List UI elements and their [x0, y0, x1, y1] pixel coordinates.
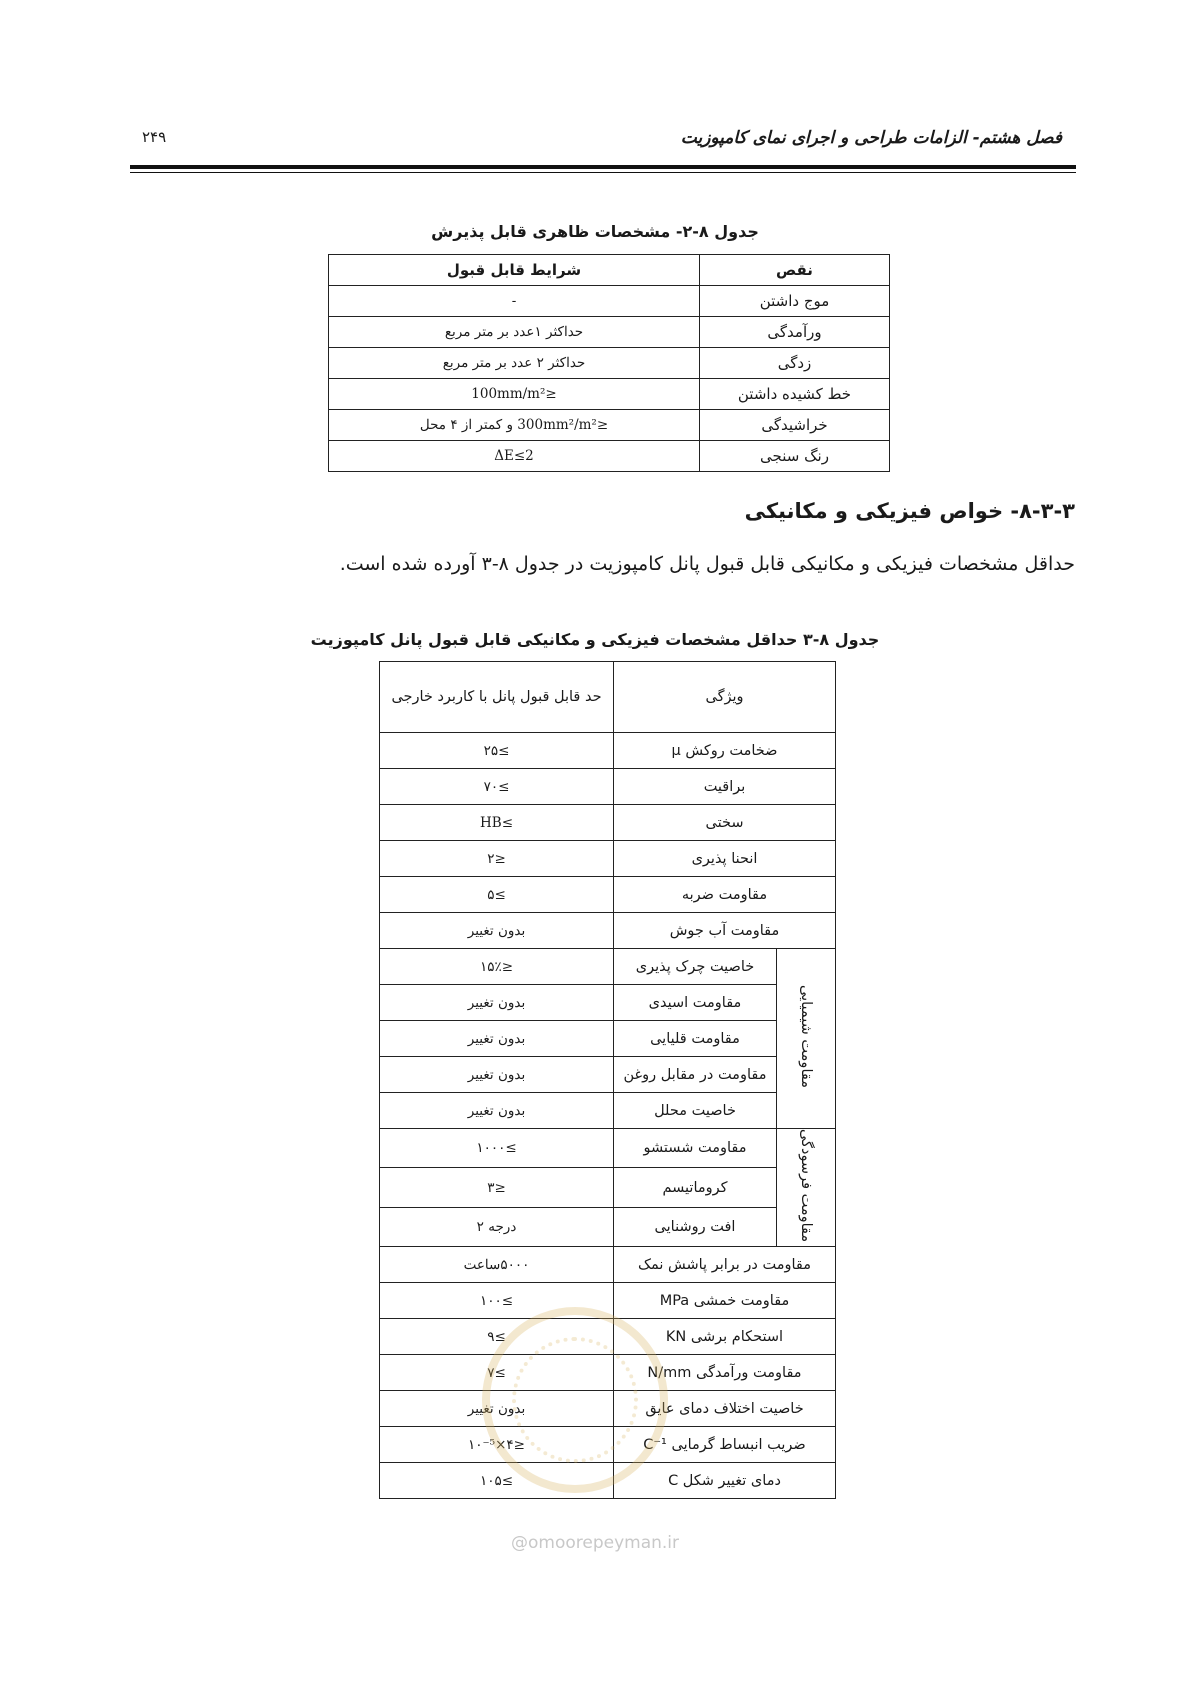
table-row — [380, 1129, 836, 1168]
table-row — [380, 913, 836, 949]
defect-cell: ورآمدگی — [700, 317, 890, 348]
defect-cell: خراشیدگی — [700, 410, 890, 441]
value-cell: ≤۱۵٪ — [380, 949, 614, 985]
table2-col-limit: حد قابل قبول پانل با کاربرد خارجی — [380, 662, 614, 733]
value-cell: ≥۱۰۵ — [380, 1463, 614, 1499]
chemical-resistance-group — [777, 949, 836, 1129]
table-row — [329, 348, 890, 379]
property-cell: خاصیت اختلاف دمای عایق — [614, 1391, 836, 1427]
table1 — [328, 254, 890, 472]
section-paragraph: حداقل مشخصات فیزیکی و مکانیکی قابل قبول پانل کامپوزیت در جدول ۸-۳ آورده شده است. — [339, 553, 1075, 575]
property-cell: مقاومت اسیدی — [614, 985, 777, 1021]
table-row — [380, 985, 836, 1021]
weathering-resistance-group — [777, 1129, 836, 1247]
table-row — [380, 1093, 836, 1129]
table-row — [329, 317, 890, 348]
property-cell: انحنا پذیری — [614, 841, 836, 877]
property-cell: خاصیت چرک پذیری — [614, 949, 777, 985]
table-row — [329, 441, 890, 472]
property-cell: استحکام برشی KN — [614, 1319, 836, 1355]
property-cell: افت روشنایی — [614, 1207, 777, 1246]
value-cell: بدون تغییر — [380, 1021, 614, 1057]
table-row — [380, 805, 836, 841]
table-row — [380, 1247, 836, 1283]
watermark-text: @omoorepeyman.ir — [510, 1533, 680, 1553]
section-heading: ۸-۳-۳- خواص فیزیکی و مکانیکی — [744, 499, 1075, 523]
value-cell: ≤۴×۱۰⁻⁵ — [380, 1427, 614, 1463]
value-cell: ≥۷۰ — [380, 769, 614, 805]
condition-cell: ≤100mm/m² — [329, 379, 700, 410]
value-cell: بدون تغییر — [380, 1391, 614, 1427]
table2-header-row — [380, 662, 836, 733]
defect-cell: موج داشتن — [700, 286, 890, 317]
property-cell: مقاومت قلیایی — [614, 1021, 777, 1057]
property-cell: مقاومت ورآمدگی N/mm — [614, 1355, 836, 1391]
value-cell: بدون تغییر — [380, 985, 614, 1021]
value-cell: ≥۱۰۰ — [380, 1283, 614, 1319]
table-row — [380, 1168, 836, 1207]
defect-cell: خط کشیده داشتن — [700, 379, 890, 410]
table2-col-property: ویژگی — [614, 662, 836, 733]
property-cell: مقاومت آب جوش — [614, 913, 836, 949]
page-number: ۲۴۹ — [142, 128, 167, 146]
watermark-seal — [482, 1307, 668, 1493]
table-row — [380, 1021, 836, 1057]
property-cell: مقاومت شستشو — [614, 1129, 777, 1168]
table-row — [380, 949, 836, 985]
value-cell: درجه ۲ — [380, 1207, 614, 1246]
weathering-resistance-group-label: مقاومت فرسودگی — [798, 1129, 814, 1243]
value-cell: ≤۳ — [380, 1168, 614, 1207]
header-rule-thin — [130, 172, 1076, 173]
table1-header-row — [329, 255, 890, 286]
table2-caption: جدول ۸-۳ حداقل مشخصات فیزیکی و مکانیکی قابل قبول پانل کامپوزیت — [310, 630, 880, 649]
property-cell: مقاومت در مقابل روغن — [614, 1057, 777, 1093]
table-row — [329, 379, 890, 410]
table1-caption: جدول ۸-۲- مشخصات ظاهری قابل پذیرش — [431, 222, 759, 241]
condition-cell: حداکثر ۲ عدد بر متر مربع — [329, 348, 700, 379]
table1-col-defect: نقص — [700, 255, 890, 286]
table-row — [329, 410, 890, 441]
table-row — [380, 877, 836, 913]
value-cell: بدون تغییر — [380, 1057, 614, 1093]
chapter-title: فصل هشتم- الزامات طراحی و اجرای نمای کامپوزیت — [680, 128, 1062, 148]
property-cell: کروماتیسم — [614, 1168, 777, 1207]
property-cell: ضریب انبساط گرمایی C⁻¹ — [614, 1427, 836, 1463]
value-cell: بدون تغییر — [380, 1093, 614, 1129]
property-cell: دمای تغییر شکل C — [614, 1463, 836, 1499]
defect-cell: رنگ سنجی — [700, 441, 890, 472]
table-row — [380, 733, 836, 769]
value-cell: ≥۱۰۰۰ — [380, 1129, 614, 1168]
table-row — [380, 1057, 836, 1093]
header-rule — [130, 165, 1076, 169]
table-row — [380, 769, 836, 805]
condition-cell: ≤300mm²/m² و کمتر از ۴ محل — [329, 410, 700, 441]
value-cell: ≥۷ — [380, 1355, 614, 1391]
property-cell: خاصیت محلل — [614, 1093, 777, 1129]
condition-cell: ΔE≤2 — [329, 441, 700, 472]
condition-cell: - — [329, 286, 700, 317]
value-cell: ≥۲۵ — [380, 733, 614, 769]
value-cell: ۵۰۰۰ساعت — [380, 1247, 614, 1283]
value-cell: ≥۹ — [380, 1319, 614, 1355]
property-cell: مقاومت در برابر پاشش نمک — [614, 1247, 836, 1283]
defect-cell: زدگی — [700, 348, 890, 379]
property-cell: مقاومت خمشی MPa — [614, 1283, 836, 1319]
table1-col-condition: شرایط قابل قبول — [329, 255, 700, 286]
value-cell: ≤۲ — [380, 841, 614, 877]
value-cell: ≥۵ — [380, 877, 614, 913]
chemical-resistance-group-label: مقاومت شیمیایی — [798, 985, 814, 1088]
property-cell: مقاومت ضربه — [614, 877, 836, 913]
condition-cell: حداکثر ۱عدد بر متر مربع — [329, 317, 700, 348]
table-row — [380, 1207, 836, 1246]
property-cell: براقیت — [614, 769, 836, 805]
property-cell: ضخامت روکش μ — [614, 733, 836, 769]
value-cell: ≥HB — [380, 805, 614, 841]
value-cell: بدون تغییر — [380, 913, 614, 949]
table-row — [329, 286, 890, 317]
table-row — [380, 841, 836, 877]
property-cell: سختی — [614, 805, 836, 841]
